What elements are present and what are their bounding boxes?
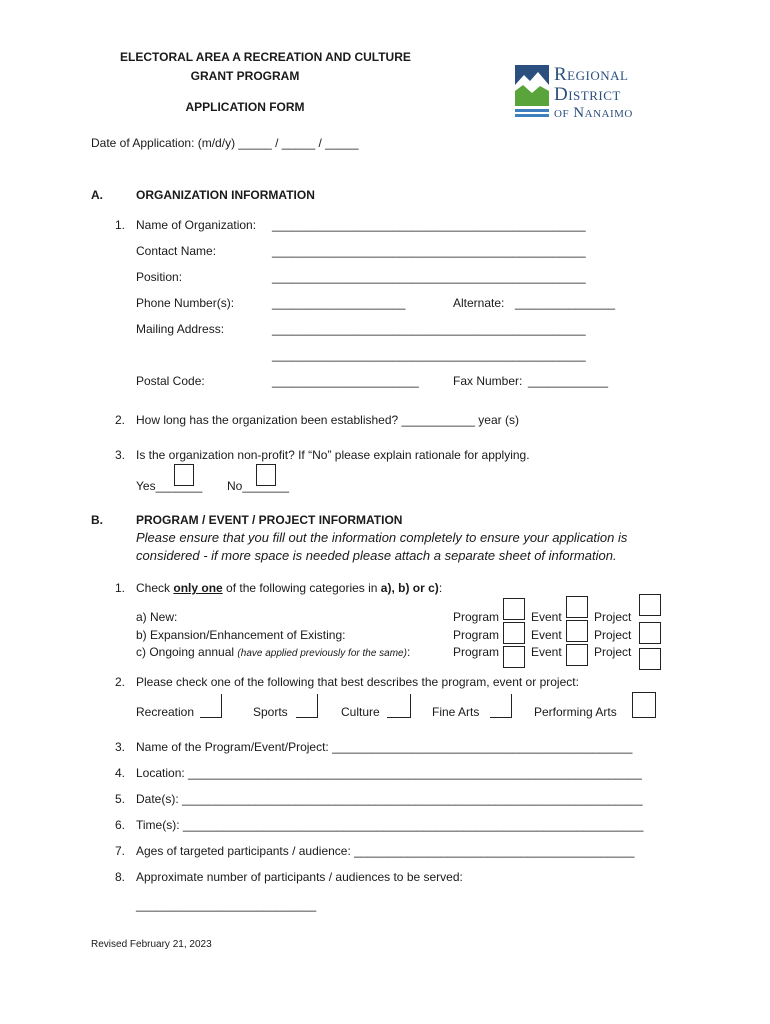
section-a-heading: ORGANIZATION INFORMATION (136, 188, 315, 202)
checkbox-new-program[interactable] (503, 598, 525, 620)
sports-label: Sports (253, 705, 288, 719)
performing-arts-label: Performing Arts (534, 705, 617, 719)
org-name-field[interactable]: _______________________________________________ (272, 218, 586, 232)
phone-label: Phone Number(s): (136, 296, 235, 310)
category-c-text: c) Ongoing annual (136, 645, 235, 659)
project-label-c: Project (594, 645, 632, 659)
b-q1-number: 1. (115, 581, 126, 595)
category-question-mid: of the following categories in (222, 581, 381, 595)
non-profit-question: Is the organization non-profit? If “No” please explain rationale for applying. (136, 448, 530, 462)
position-label: Position: (136, 270, 183, 284)
location-field[interactable]: Location: ____________________________________________________________________ (136, 766, 642, 780)
contact-name-label: Contact Name: (136, 244, 217, 258)
project-label-a: Project (594, 610, 632, 624)
program-name-field[interactable]: Name of the Program/Event/Project: _____________________________________________ (136, 740, 633, 754)
contact-name-field[interactable]: _______________________________________________ (272, 244, 586, 258)
fax-field[interactable]: ____________ (528, 374, 609, 388)
instruction-line-1: Please ensure that you fill out the information completely to ensure your application is (136, 530, 628, 545)
yes-label: Yes_______ (136, 479, 203, 493)
program-label-b: Program (453, 628, 500, 642)
title-line-2: GRANT PROGRAM (190, 69, 300, 83)
sports-checkbox[interactable] (296, 694, 318, 718)
program-label-a: Program (453, 610, 500, 624)
checkbox-ongoing-event[interactable] (566, 644, 588, 666)
no-label: No_______ (227, 479, 290, 493)
category-a-label: a) New: (136, 610, 178, 624)
revised-date: Revised February 21, 2023 (91, 939, 212, 950)
mailing-address-field-1[interactable]: _______________________________________________ (272, 322, 586, 336)
checkbox-existing-event[interactable] (566, 620, 588, 642)
category-question-end: : (438, 581, 443, 595)
recreation-label: Recreation (136, 705, 195, 719)
category-question-pre: Check (136, 581, 174, 595)
checkbox-new-event[interactable] (566, 596, 588, 618)
culture-label: Culture (341, 705, 380, 719)
a-q2-number: 2. (115, 413, 126, 427)
instruction-line-2: considered - if more space is needed please attach a separate sheet of information. (136, 548, 617, 563)
participants-field[interactable]: ___________________________ (136, 898, 317, 912)
alternate-label: Alternate: (453, 296, 505, 310)
checkbox-ongoing-program[interactable] (503, 646, 525, 668)
rdn-logo-mark (514, 64, 550, 122)
category-question-emph: only one (173, 581, 223, 595)
fine-arts-label: Fine Arts (432, 705, 480, 719)
b-q5-number: 5. (115, 792, 126, 806)
participants-question: Approximate number of participants / audiences to be served: (136, 870, 463, 884)
category-c-label (136, 645, 410, 659)
phone-field[interactable]: ____________________ (272, 296, 406, 310)
category-c-note: (have applied previously for the same) (237, 648, 407, 659)
form-title: APPLICATION FORM (185, 100, 305, 114)
culture-checkbox[interactable] (387, 694, 411, 718)
logo-word-regional: Regional (554, 64, 629, 85)
rdn-logo (514, 64, 656, 124)
years-established-question[interactable]: How long has the organization been established? ___________ year (s) (136, 413, 519, 427)
times-field[interactable]: Time(s): _____________________________________________________________________ (136, 818, 644, 832)
performing-arts-checkbox[interactable] (632, 692, 656, 718)
alternate-field[interactable]: _______________ (515, 296, 616, 310)
b-q6-number: 6. (115, 818, 126, 832)
mailing-address-label: Mailing Address: (136, 322, 225, 336)
category-question-bold: a), b) or c) (380, 581, 439, 595)
org-name-label: Name of Organization: (136, 218, 257, 232)
program-label-c: Program (453, 645, 500, 659)
project-label-b: Project (594, 628, 632, 642)
b-q7-number: 7. (115, 844, 126, 858)
checkbox-new-project[interactable] (639, 594, 661, 616)
fine-arts-checkbox[interactable] (490, 694, 512, 718)
section-b-letter: B. (91, 513, 103, 527)
category-c-colon: : (406, 645, 411, 659)
title-line-1: ELECTORAL AREA A RECREATION AND CULTURE (120, 50, 411, 64)
dates-field[interactable]: Date(s): _____________________________________________________________________ (136, 792, 643, 806)
b-q4-number: 4. (115, 766, 126, 780)
fax-label: Fax Number: (453, 374, 523, 388)
a-q1-number: 1. (115, 218, 126, 232)
date-of-application[interactable]: Date of Application: (m/d/y) _____ / _____ / _____ (91, 136, 359, 150)
logo-word-of-nanaimo: of Nanaimo (554, 105, 633, 121)
mailing-address-field-2[interactable]: _______________________________________________ (272, 348, 586, 362)
recreation-checkbox[interactable] (200, 694, 222, 718)
ages-field[interactable]: Ages of targeted participants / audience: __________________________________________ (136, 844, 635, 858)
section-a-letter: A. (91, 188, 103, 202)
event-label-c: Event (531, 645, 562, 659)
b-q3-number: 3. (115, 740, 126, 754)
position-field[interactable]: _______________________________________________ (272, 270, 586, 284)
postal-code-label: Postal Code: (136, 374, 205, 388)
category-question (136, 581, 442, 595)
b-q2-number: 2. (115, 675, 126, 689)
postal-code-field[interactable]: ______________________ (272, 374, 419, 388)
b-q8-number: 8. (115, 870, 126, 884)
type-question: Please check one of the following that best describes the program, event or project: (136, 675, 579, 689)
event-label-b: Event (531, 628, 562, 642)
category-b-label: b) Expansion/Enhancement of Existing: (136, 628, 346, 642)
logo-word-district: District (554, 84, 621, 105)
checkbox-existing-project[interactable] (639, 622, 661, 644)
a-q3-number: 3. (115, 448, 126, 462)
event-label-a: Event (531, 610, 562, 624)
section-b-heading: PROGRAM / EVENT / PROJECT INFORMATION (136, 513, 403, 527)
checkbox-existing-program[interactable] (503, 622, 525, 644)
checkbox-ongoing-project[interactable] (639, 648, 661, 670)
